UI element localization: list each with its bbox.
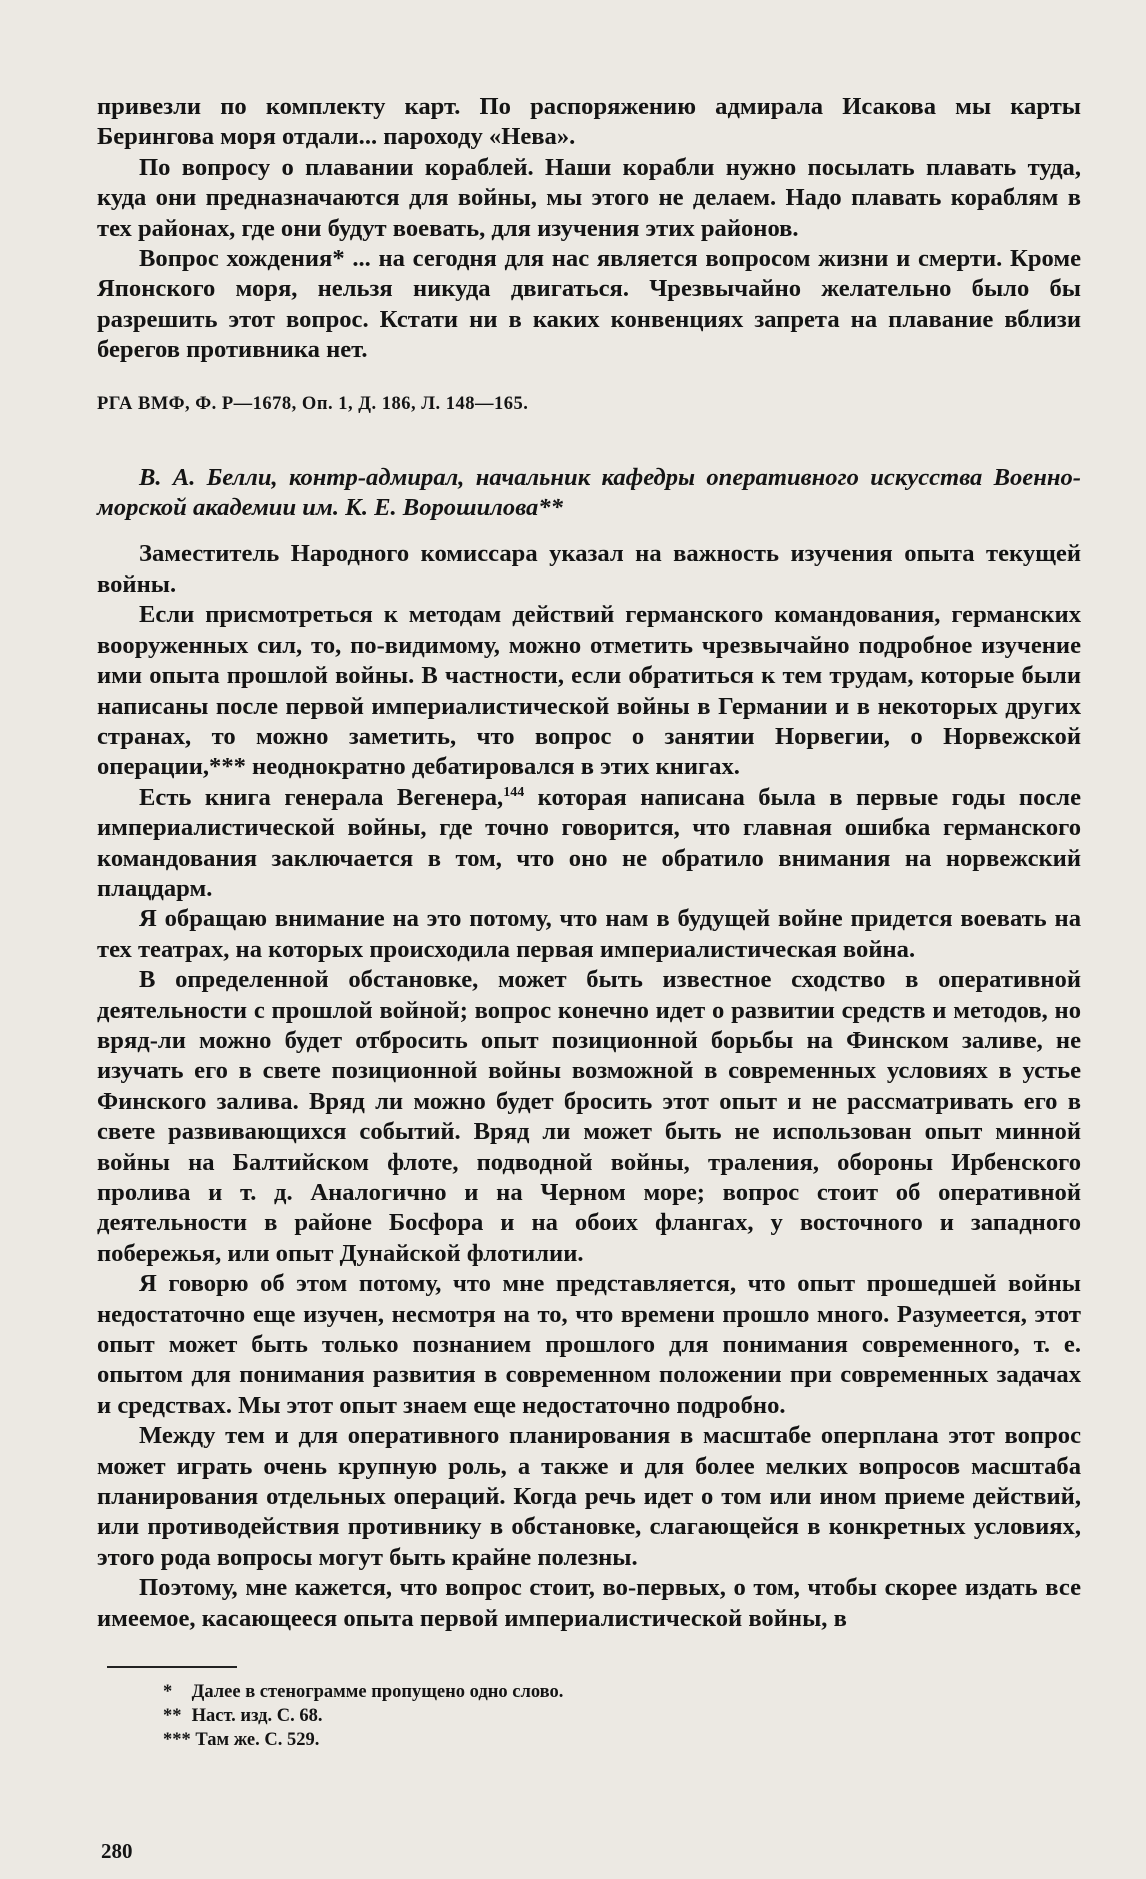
paragraph-ships-sailing: По вопросу о плавании кораблей. Наши корабли нужно посылать плавать туда, куда они предназначаются для войны, мы этого не делаем. Надо плавать кораблям в тех районах, где они будут воевать, для изучения этих районов.: [97, 153, 1081, 242]
page-number: 280: [101, 1839, 133, 1863]
archive-source-reference: РГА ВМФ, Ф. Р—1678, Оп. 1, Д. 186, Л. 148—165.: [97, 393, 529, 414]
paragraph-insufficient-study: Я говорю об этом потому, что мне представляется, что опыт прошедшей войны недостаточно еще изучен, несмотря на то, что времени прошло много. Разумеется, этот опыт может быть только познанием прошлого для понимания современного, т. е. опытом для понимания развития в современном положении при современных задачах и средствах. Мы этот опыт знаем еще недостаточно подробно.: [97, 1270, 1081, 1419]
paragraph-publish-experience: Поэтому, мне кажется, что вопрос стоит, во-первых, о том, чтобы скорее издать все имеемое, касающееся опыта первой империалистической войны, в: [97, 1574, 1081, 1632]
footnote-text: Там же. С. 529.: [195, 1730, 320, 1751]
paragraph-continuation: привезли по комплекту карт. По распоряжению адмирала Исакова мы карты Берингова моря отдали... пароходу «Нева».: [97, 93, 1081, 151]
speaker-heading: В. А. Белли, контр-адмирал, начальник кафедры оперативного искусства Военно-морской академии им. К. Е. Ворошилова**: [97, 463, 1081, 522]
wegener-text-before: Есть книга генерала Вегенера,: [139, 783, 504, 811]
paragraph-operational-planning: Между тем и для оперативного планирования в масштабе оперплана этот вопрос может играть очень крупную роль, а также и для более мелких вопросов масштаба планирования отдельных операций. Когда речь идет о том или ином приеме действий, или противодействия противнику в обстановке, слагающейся в конкретных условиях, этого рода вопросы могут быть крайне полезны.: [97, 1422, 1081, 1571]
endnote-reference: 144: [503, 784, 525, 800]
paragraph-wegener-book: [97, 783, 1081, 905]
paragraph-deputy-commissar: Заместитель Народного комиссара указал на важность изучения опыта текущей войны.: [97, 540, 1081, 598]
footnote-3: [97, 1728, 1081, 1752]
footnote-1: [97, 1680, 1081, 1704]
paragraph-future-war-theatres: Я обращаю внимание на это потому, что нам в будущей войне придется воевать на тех театрах, на которых происходила первая империалистическая война.: [97, 905, 1081, 963]
footnote-text: Наст. изд. С. 68.: [191, 1706, 323, 1727]
footnote-2: [97, 1704, 1081, 1728]
footnote-mark: *: [163, 1682, 173, 1703]
footnote-mark: **: [163, 1706, 182, 1727]
paragraph-german-methods: Если присмотреться к методам действий германского командования, германских вооруженных сил, то, по-видимому, можно отметить чрезвычайно подробное изучение ими опыта прошлой войны. В частности, если обратиться к тем трудам, которые были написаны после первой империалистической войны в Германии и в некоторых других странах, то можно заметить, что вопрос о занятии Норвегии, о Норвежской операции,*** неоднократно дебатировался в этих книгах.: [97, 601, 1081, 781]
footnote-text: Далее в стенограмме пропущено одно слово.: [191, 1682, 564, 1703]
wegener-text-after: которая написана была в первые годы после империалистической войны, где точно говорится, что главная ошибка германского командования заключается в том, что оно не обратило внимания на норвежский плацдарм.: [97, 783, 1081, 902]
paragraph-operational-similarity: В определенной обстановке, может быть известное сходство в оперативной деятельности с прошлой войной; вопрос конечно идет о развитии средств и методов, но вряд-ли можно будет отбросить опыт позиционной борьбы на Финском заливе, не изучать его в свете позиционной войны возможной в современных условиях в устье Финского залива. Вряд ли можно будет бросить этот опыт и не рассматривать его в свете развивающихся событий. Вряд ли может быть не использован опыт минной войны на Балтийском флоте, подводной войны, траления, обороны Ирбенского пролива и т. д. Аналогично и на Черном море; вопрос стоит об оперативной деятельности в районе Босфора и на обоих флангах, у восточного и западного побережья, или опыт Дунайской флотилии.: [97, 966, 1081, 1267]
footnote-mark: ***: [163, 1730, 191, 1751]
paragraph-navigation-question: Вопрос хождения* ... на сегодня для нас является вопросом жизни и смерти. Кроме Японского моря, нельзя никуда двигаться. Чрезвычайно желательно было бы разрешить этот вопрос. Кстати ни в каких конвенциях запрета на плавание вблизи берегов противника нет.: [97, 245, 1081, 364]
footnote-divider: [107, 1666, 237, 1668]
